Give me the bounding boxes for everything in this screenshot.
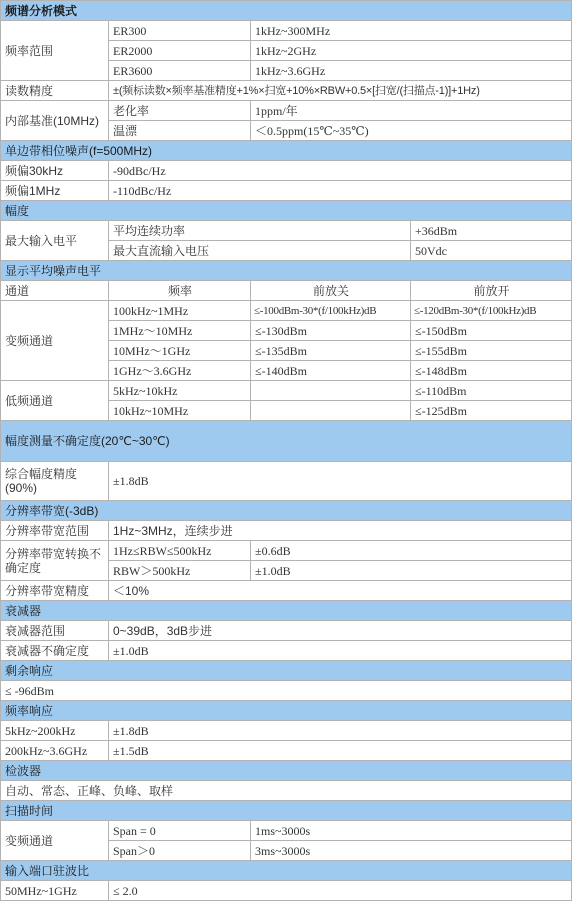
amplitude-item-value: +36dBm xyxy=(411,221,572,241)
table-row xyxy=(1,381,572,401)
model-cell: ER2000 xyxy=(109,41,251,61)
column-header: 频率 xyxy=(109,281,251,301)
danl-freq: 10MHz～1GHz xyxy=(109,341,251,361)
readout-label: 读数精度 xyxy=(1,81,109,101)
section-row xyxy=(1,421,572,462)
ref-label: 内部基准(10MHz) xyxy=(1,101,109,141)
freq-resp-value: ±1.8dB xyxy=(109,721,572,741)
danl-preamp-off xyxy=(251,401,411,421)
rbw-range-value: 1Hz~3MHz，连续步进 xyxy=(109,521,572,541)
section-row xyxy=(1,661,572,681)
column-header: 通道 xyxy=(1,281,109,301)
vswr-band: 50MHz~1GHz xyxy=(1,881,109,901)
section-header-detector: 检波器 xyxy=(1,761,572,781)
section-row xyxy=(1,141,572,161)
rbw-switch-label: 分辨率带宽转换不确定度 xyxy=(1,541,109,581)
residual-value: ≤ -96dBm xyxy=(1,681,572,701)
model-cell: ER300 xyxy=(109,21,251,41)
table-row xyxy=(1,181,572,201)
danl-preamp-on: ≤-155dBm xyxy=(411,341,572,361)
section-header-ssb: 单边带相位噪声(f=500MHz) xyxy=(1,141,572,161)
danl-preamp-off xyxy=(251,381,411,401)
range-cell: 1kHz~3.6GHz xyxy=(251,61,572,81)
rbw-switch-cond: 1Hz≤RBW≤500kHz xyxy=(109,541,251,561)
section-row xyxy=(1,261,572,281)
attenuator-range-label: 衰减器范围 xyxy=(1,621,109,641)
ssb-offset: 频偏30kHz xyxy=(1,161,109,181)
model-cell: ER3600 xyxy=(109,61,251,81)
section-row xyxy=(1,601,572,621)
table-row xyxy=(1,821,572,841)
section-row xyxy=(1,761,572,781)
rbw-accuracy-label: 分辨率带宽精度 xyxy=(1,581,109,601)
section-header-sweep-time: 扫描时间 xyxy=(1,801,572,821)
rbw-switch-value: ±1.0dB xyxy=(251,561,572,581)
ssb-offset: 频偏1MHz xyxy=(1,181,109,201)
table-row xyxy=(1,101,572,121)
ssb-value: -90dBc/Hz xyxy=(109,161,572,181)
table-header-row xyxy=(1,281,572,301)
table-row xyxy=(1,521,572,541)
table-row xyxy=(1,641,572,661)
range-cell: 1kHz~300MHz xyxy=(251,21,572,41)
table-row xyxy=(1,462,572,501)
rbw-range-label: 分辨率带宽范围 xyxy=(1,521,109,541)
section-header-danl: 显示平均噪声电平 xyxy=(1,261,572,281)
low-channel-label: 低频通道 xyxy=(1,381,109,421)
section-row xyxy=(1,201,572,221)
sweep-span: Span＞0 xyxy=(109,841,251,861)
danl-preamp-on: ≤-125dBm xyxy=(411,401,572,421)
sweep-value: 1ms~3000s xyxy=(251,821,572,841)
table-row xyxy=(1,581,572,601)
column-header: 前放关 xyxy=(251,281,411,301)
attenuator-uncert-label: 衰减器不确定度 xyxy=(1,641,109,661)
detector-value: 自动、常态、正峰、负峰、取样 xyxy=(1,781,572,801)
danl-preamp-off: ≤-100dBm-30*(f/100kHz)dB xyxy=(251,301,411,321)
rbw-accuracy-value: ＜10% xyxy=(109,581,572,601)
sweep-channel-label: 变频通道 xyxy=(1,821,109,861)
section-row xyxy=(1,701,572,721)
section-row xyxy=(1,501,572,521)
rbw-switch-cond: RBW＞500kHz xyxy=(109,561,251,581)
column-header: 前放开 xyxy=(411,281,572,301)
amplitude-item-name: 最大直流输入电压 xyxy=(109,241,411,261)
section-header-attenuator: 衰减器 xyxy=(1,601,572,621)
vswr-value: ≤ 2.0 xyxy=(109,881,572,901)
table-row xyxy=(1,221,572,241)
range-cell: 1kHz~2GHz xyxy=(251,41,572,61)
amplitude-item-value: 50Vdc xyxy=(411,241,572,261)
amp-accuracy-label: 综合幅度精度(90%) xyxy=(1,462,109,501)
table-row xyxy=(1,161,572,181)
table-row xyxy=(1,621,572,641)
danl-preamp-off: ≤-135dBm xyxy=(251,341,411,361)
freq-resp-band: 200kHz~3.6GHz xyxy=(1,741,109,761)
danl-freq: 10kHz~10MHz xyxy=(109,401,251,421)
danl-freq: 5kHz~10kHz xyxy=(109,381,251,401)
table-row xyxy=(1,81,572,101)
table-row xyxy=(1,721,572,741)
section-header-amplitude: 幅度 xyxy=(1,201,572,221)
mix-channel-label: 变频通道 xyxy=(1,301,109,381)
sweep-span: Span = 0 xyxy=(109,821,251,841)
section-header-vswr: 输入端口驻波比 xyxy=(1,861,572,881)
danl-freq: 1MHz～10MHz xyxy=(109,321,251,341)
danl-preamp-off: ≤-130dBm xyxy=(251,321,411,341)
attenuator-range-value: 0~39dB，3dB步进 xyxy=(109,621,572,641)
sweep-value: 3ms~3000s xyxy=(251,841,572,861)
table-row xyxy=(1,301,572,321)
table-row xyxy=(1,781,572,801)
section-row xyxy=(1,1,572,21)
section-header-rbw: 分辨率带宽(-3dB) xyxy=(1,501,572,521)
freq-resp-band: 5kHz~200kHz xyxy=(1,721,109,741)
table-row xyxy=(1,21,572,41)
freq-resp-value: ±1.5dB xyxy=(109,741,572,761)
table-row xyxy=(1,741,572,761)
danl-preamp-off: ≤-140dBm xyxy=(251,361,411,381)
section-header-amp-uncert: 幅度测量不确定度(20℃~30℃) xyxy=(1,421,572,462)
ssb-value: -110dBc/Hz xyxy=(109,181,572,201)
danl-freq: 1GHz～3.6GHz xyxy=(109,361,251,381)
rbw-switch-value: ±0.6dB xyxy=(251,541,572,561)
ref-item-name: 温漂 xyxy=(109,121,251,141)
danl-preamp-on: ≤-150dBm xyxy=(411,321,572,341)
danl-preamp-on: ≤-110dBm xyxy=(411,381,572,401)
danl-preamp-on: ≤-120dBm-30*(f/100kHz)dB xyxy=(411,301,572,321)
amp-accuracy-value: ±1.8dB xyxy=(109,462,572,501)
section-row xyxy=(1,861,572,881)
section-header-analysis: 频谱分析模式 xyxy=(1,1,572,21)
ref-item-value: 1ppm/年 xyxy=(251,101,572,121)
section-header-residual: 剩余响应 xyxy=(1,661,572,681)
section-row xyxy=(1,801,572,821)
readout-value: ±(频标读数×频率基准精度+1%×扫宽+10%×RBW+0.5×[扫宽/(扫描点-1)]+1Hz) xyxy=(109,81,572,101)
danl-freq: 100kHz~1MHz xyxy=(109,301,251,321)
ref-item-value: ＜0.5ppm(15℃~35℃) xyxy=(251,121,572,141)
section-header-freq-resp: 频率响应 xyxy=(1,701,572,721)
max-input-label: 最大输入电平 xyxy=(1,221,109,261)
table-row xyxy=(1,541,572,561)
danl-preamp-on: ≤-148dBm xyxy=(411,361,572,381)
table-row xyxy=(1,881,572,901)
table-row xyxy=(1,681,572,701)
amplitude-item-name: 平均连续功率 xyxy=(109,221,411,241)
ref-item-name: 老化率 xyxy=(109,101,251,121)
freq-range-label: 频率范围 xyxy=(1,21,109,81)
attenuator-uncert-value: ±1.0dB xyxy=(109,641,572,661)
